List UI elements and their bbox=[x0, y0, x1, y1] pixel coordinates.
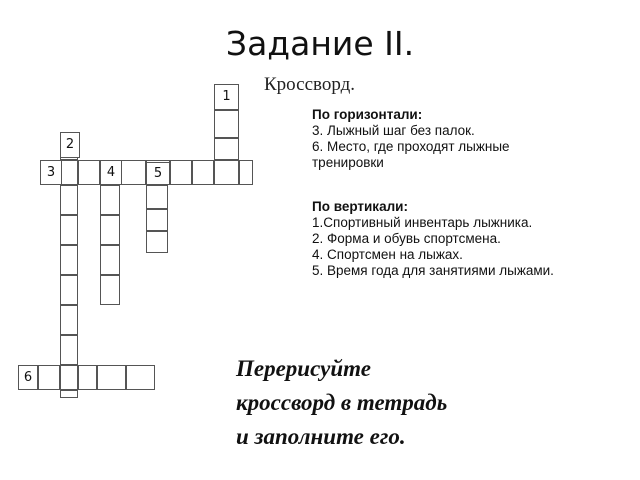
clue-down-1: 1.Спортивный инвентарь лыжника. bbox=[312, 215, 533, 230]
clue-number-4: 4 bbox=[100, 160, 122, 185]
crossword-cell[interactable] bbox=[100, 245, 120, 275]
page-title: Задание II. bbox=[225, 24, 415, 63]
crossword-cell[interactable] bbox=[60, 185, 78, 215]
instruction-text bbox=[236, 352, 566, 454]
clue-across-6: 6. Место, где проходят лыжные тренировки bbox=[312, 139, 510, 170]
crossword-cell[interactable] bbox=[239, 160, 253, 185]
clues-across bbox=[312, 107, 632, 171]
clues-down bbox=[312, 199, 632, 279]
crossword-cell[interactable] bbox=[60, 390, 78, 398]
clues-across-header: По горизонтали: bbox=[312, 107, 423, 122]
clues-panel bbox=[312, 107, 632, 279]
crossword-cell[interactable] bbox=[100, 185, 120, 215]
clue-down-5: 5. Время года для занятиями лыжами. bbox=[312, 263, 554, 278]
crossword-cell[interactable] bbox=[60, 305, 78, 335]
instruction-line: кроссворд в тетрадь bbox=[236, 390, 448, 415]
crossword-cell[interactable] bbox=[100, 275, 120, 305]
crossword-cell[interactable] bbox=[170, 160, 192, 185]
crossword-cell[interactable] bbox=[214, 138, 239, 160]
page-subtitle: Кроссворд. bbox=[264, 74, 356, 95]
clue-number-3: 3 bbox=[40, 160, 62, 185]
crossword-cell[interactable] bbox=[146, 185, 168, 209]
crossword-cell[interactable] bbox=[78, 365, 97, 390]
crossword-cell[interactable] bbox=[146, 231, 168, 253]
crossword-cell[interactable] bbox=[126, 365, 155, 390]
crossword-cell[interactable] bbox=[214, 160, 239, 185]
crossword-cell[interactable] bbox=[60, 245, 78, 275]
crossword-cell[interactable] bbox=[60, 365, 78, 390]
clues-down-header: По вертикали: bbox=[312, 199, 408, 214]
crossword-cell[interactable] bbox=[38, 365, 60, 390]
clue-number-2: 2 bbox=[60, 132, 80, 158]
crossword-cell[interactable] bbox=[214, 110, 239, 138]
crossword-cell[interactable] bbox=[97, 365, 126, 390]
clue-number-1: 1 bbox=[214, 84, 239, 110]
crossword-cell[interactable] bbox=[60, 215, 78, 245]
clue-across-3: 3. Лыжный шаг без палок. bbox=[312, 123, 475, 138]
clue-down-4: 4. Спортсмен на лыжах. bbox=[312, 247, 463, 262]
crossword-cell[interactable] bbox=[192, 160, 214, 185]
instruction-line: Перерисуйте bbox=[236, 356, 371, 381]
crossword-cell[interactable] bbox=[60, 160, 78, 185]
crossword-cell[interactable] bbox=[60, 275, 78, 305]
crossword-cell[interactable] bbox=[60, 335, 78, 365]
clue-down-2: 2. Форма и обувь спортсмена. bbox=[312, 231, 501, 246]
crossword-cell[interactable] bbox=[120, 160, 146, 185]
crossword-cell[interactable] bbox=[146, 209, 168, 231]
clue-number-6: 6 bbox=[18, 365, 38, 390]
crossword-cell[interactable] bbox=[78, 160, 100, 185]
crossword-cell[interactable] bbox=[100, 215, 120, 245]
clue-number-5: 5 bbox=[146, 162, 170, 185]
instruction-line: и заполните его. bbox=[236, 424, 406, 449]
